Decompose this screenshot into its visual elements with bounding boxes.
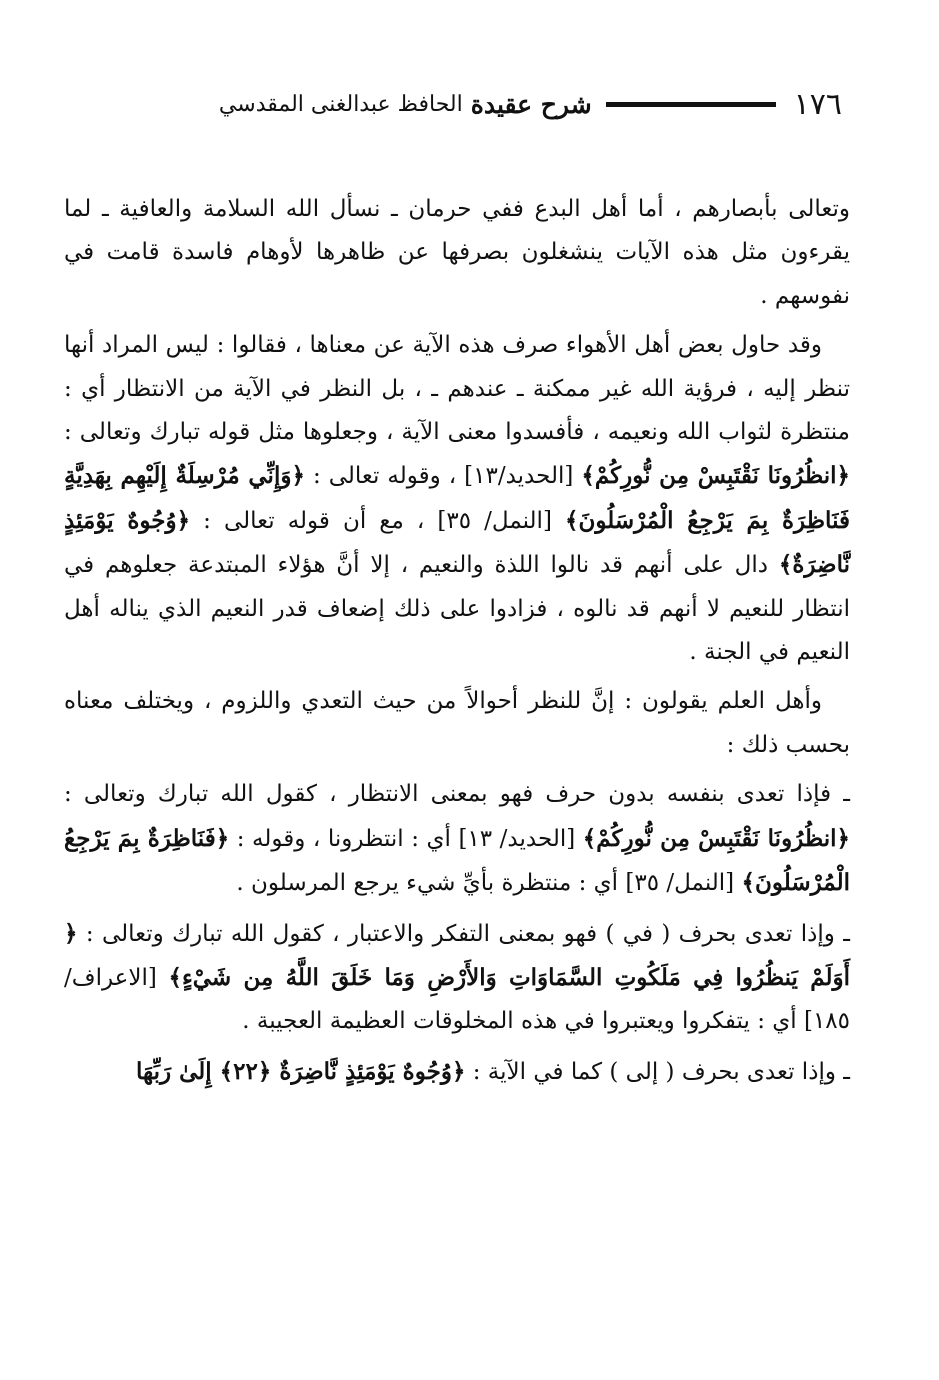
paragraph-text: [الاعراف/ ١٨٥] أي : يتفكروا ويعتبروا في هذه المخلوقات العظيمة العجيبة . xyxy=(64,964,850,1035)
paragraph xyxy=(64,188,850,318)
paragraph xyxy=(64,680,850,767)
header-rule xyxy=(606,102,776,107)
running-header xyxy=(30,82,842,126)
paragraph xyxy=(64,773,850,905)
paragraph-text: دال على أنهم قد نالوا اللذة والنعيم ، إلا أنَّ هؤلاء المبتدعة جعلوهم في انتظار للنعيم لا أنهم قد نالوه ، فزادوا على ذلك إضعاف قدر النعيم الذي يناله أهل النعيم في الجنة . xyxy=(64,552,850,666)
quran-verse: ﴿وُجُوهٌ يَوْمَئِذٍ نَّاضِرَةٌ﴾ xyxy=(64,506,850,579)
paragraph-text: وأهل العلم يقولون : إنَّ للنظر أحوالاً من حيث التعدي واللزوم ، ويختلف معناه بحسب ذلك : xyxy=(64,688,850,758)
quran-verse: ﴿وَإِنِّي مُرْسِلَةٌ إِلَيْهِم بِهَدِيَّةٍ فَنَاظِرَةٌ بِمَ يَرْجِعُ الْمُرْسَلُونَ﴾ xyxy=(64,462,850,534)
paragraph-text: ـ وإذا تعدى بحرف ( في ) فهو بمعنى التفكر والاعتبار ، كقول الله تبارك وتعالى : xyxy=(77,920,850,947)
paragraph-text: وقد حاول بعض أهل الأهواء صرف هذه الآية عن معناها ، فقالوا : ليس المراد أنها تنظر إليه ، فرؤية الله غير ممكنة ـ عندهم ـ ، بل النظر في الآية من الانتظار أي : منتظرة لثواب الله ونعيمه ، فأفسدوا معنى الآية ، وجعلوها مثل قوله تبارك وتعالى : xyxy=(64,332,850,446)
quran-verse: ﴿انظُرُونَا نَقْتَبِسْ مِن نُّورِكُمْ﴾ xyxy=(581,462,850,490)
paragraph-text: [النمل/ ٣٥] أي : منتظرة بأيِّ شيء يرجع المرسلون . xyxy=(236,870,742,897)
body-text xyxy=(64,188,850,1100)
paragraph xyxy=(64,912,850,1044)
quran-verse: ﴿فَنَاظِرَةٌ بِمَ يَرْجِعُ الْمُرْسَلُونَ﴾ xyxy=(64,824,850,897)
paragraph xyxy=(64,1050,850,1094)
paragraph-text: ـ وإذا تعدى بحرف ( إلى ) كما في الآية : xyxy=(465,1058,850,1085)
paragraph-text: [النمل/ ٣٥] ، مع أن قوله تعالى : xyxy=(190,507,565,534)
header-title-rest: الحافظ عبدالغنى المقدسي xyxy=(218,91,463,117)
paragraph-text: [الحديد/١٣] ، وقوله تعالى : xyxy=(304,463,582,490)
quran-verse: ﴿وُجُوهٌ يَوْمَئِذٍ نَّاضِرَةٌ ﴿٢٢﴾ إِلَىٰ رَبِّهَا xyxy=(135,1057,466,1085)
paragraph xyxy=(64,324,850,674)
quran-verse: ﴿انظُرُونَا نَقْتَبِسْ مِن نُّورِكُمْ﴾ xyxy=(582,824,850,852)
header-title-bold: شرح عقيدة xyxy=(470,89,592,119)
paragraph-text: [الحديد/ ١٣] أي : انتظرونا ، وقوله : xyxy=(229,825,583,852)
quran-verse: ﴿ أَوَلَمْ يَنظُرُوا فِي مَلَكُوتِ السَّمَاوَاتِ وَالأَرْضِ وَمَا خَلَقَ اللَّهُ مِن شَيْءٍ﴾ xyxy=(64,919,851,991)
paragraph-text: ـ فإذا تعدى بنفسه بدون حرف فهو بمعنى الانتظار ، كقول الله تبارك وتعالى : xyxy=(64,781,850,808)
paragraph-text: وتعالى بأبصارهم ، أما أهل البدع ففي حرمان ـ نسأل الله السلامة والعافية ـ لما يقرءون مثل هذه الآيات ينشغلون بصرفها عن ظاهرها لأوهام فاسدة قامت في نفوسهم . xyxy=(64,196,850,309)
page-number: ١٧٦ xyxy=(793,86,842,122)
